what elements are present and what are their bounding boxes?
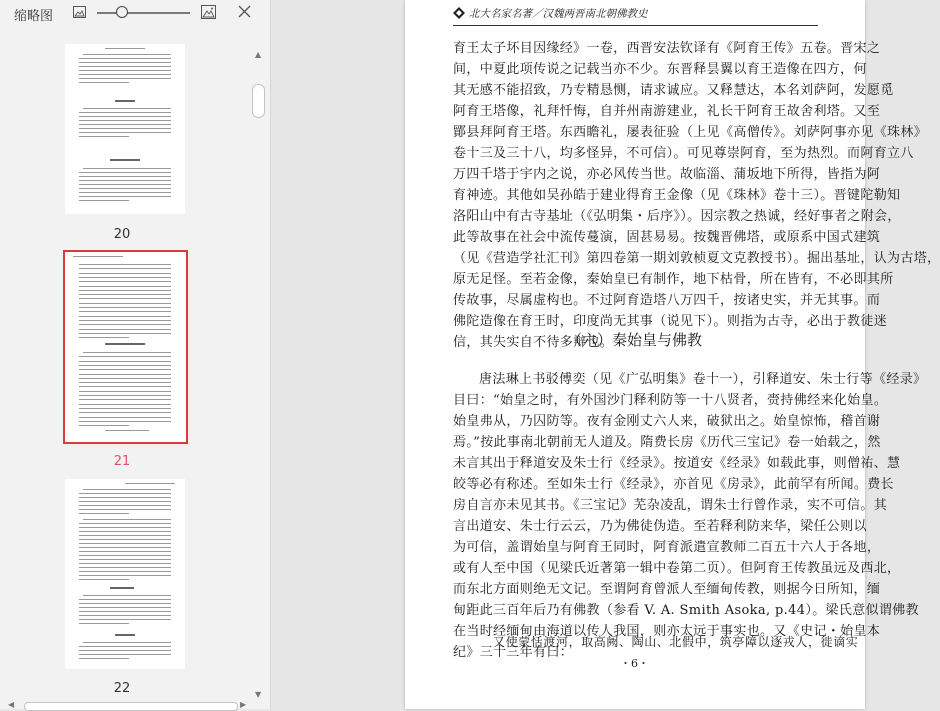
thumbnail-text-line [79,172,171,173]
thumbnail-text-line [79,78,171,79]
thumbnail-text-line [79,509,171,510]
header-rule [453,25,818,26]
thumbnail-text-line [79,599,171,600]
thumbnail-text-line [79,575,171,576]
thumbnail-text-line [79,273,171,274]
thumbnail-text-line [105,343,145,345]
text-line: 间，中夏此项传说之记载当亦不少。东晋释昙翼以育王造像在四方，何 [453,62,867,77]
page-thumbnail[interactable] [65,44,185,214]
thumbnail-text-line [79,320,171,321]
thumbnail-text-line [79,277,171,278]
thumbnail-text-line [79,361,171,362]
text-line: 焉。”按此事南北朝前无人道及。隋费长房《历代三宝记》卷一始载之，然 [453,435,881,450]
thumbnail-text-line [79,650,171,651]
thumbnail-text-line [79,200,129,201]
thumbnail-text-line [79,132,171,133]
text-line: 皎等必有称述。至如朱士行《经录》，亦首见《房录》，此前罕有所闻。费长 [453,477,894,492]
thumbnail-text-line [79,408,171,409]
thumbnail-text-line [115,100,135,102]
horizontal-scrollbar-thumb[interactable] [24,702,238,711]
thumbnail-text-line [79,386,171,387]
thumbnail-text-line [79,311,171,312]
thumbnail-text-line [79,120,171,121]
text-line: 其无感不能招致，乃专精恳恻，请求诚应。又释慧达，本名刘萨阿，发愿觅 [453,83,894,98]
thumbnail-text-line [79,196,171,197]
thumbnail-text-line [79,136,129,137]
text-line: 在当时经缅甸由海道以传人我国，则亦太远于事实也。又《史记・始皇本 [453,624,881,639]
thumbnail-text-line [79,329,171,330]
thumbnail-text-line [79,286,171,287]
vertical-scrollbar-thumb[interactable] [252,84,265,118]
paragraph-1 [453,38,940,353]
thumbnail-text-line [79,184,171,185]
zoom-in-image-icon[interactable] [201,5,216,22]
thumbnail-text-line [79,192,171,193]
thumbnail-text-line [79,382,171,383]
text-line: 信，其失实自不待多辩也。 [453,335,614,350]
text-line: 为可信，盖谓始皇与阿育王同时，阿育派遣宣教师二百五十六人于各地， [453,540,881,555]
thumbnail-text-line [79,62,171,63]
text-line: 洛阳山中有古寺基址（《弘明集・后序》）。因宗教之热诚，经好事者之附会， [453,209,901,224]
thumbnail-text-line [83,352,171,353]
thumbnail-text-line [79,264,171,265]
scroll-down-arrow[interactable]: ▼ [255,690,262,699]
thumbnail-text-line [83,642,171,643]
thumbnail-text-line [79,188,171,189]
page-number: ・6・ [620,657,649,670]
thumbnail-text-line [79,412,171,413]
thumbnail-text-line [79,391,171,392]
thumbnail-text-line [83,168,171,169]
thumbnail-text-line [79,421,171,422]
text-line: 或有人至中国（见梁氏近著第一辑中卷第二页）。但阿育王传教虽远及西北， [453,561,901,576]
thumbnail-text-line [79,337,129,338]
thumbnail-text-line [79,290,171,291]
thumbnail-text-line [79,615,171,616]
thumbnail-text-line [79,298,171,299]
thumbnail-text-line [79,425,129,426]
thumbnail-text-line [83,54,171,55]
text-line: 传故事，尽属虚构也。不过阿育造塔八万四千，按诸史实，并无其事。而 [453,293,881,308]
thumbnail-text-line [79,333,171,334]
thumbnail-text-line [79,303,171,304]
thumbnail-text-line [79,268,171,269]
scroll-left-arrow[interactable]: ◀ [8,700,15,709]
thumbnail-text-line [79,611,171,612]
thumbnail-text-line [79,527,171,528]
thumbnail-text-line [79,82,129,83]
zoom-out-image-icon[interactable] [73,6,86,21]
paragraph-2 [453,369,927,663]
thumbnail-text-line [79,559,171,560]
text-line: 育王太子坏目因缘经》一卷，西晋安法钦译有《阿育王传》五卷。晋宋之 [453,41,881,56]
thumbnail-text-line [79,395,171,396]
thumbnail-text-line [79,417,171,418]
thumbnail-text-line [79,404,171,405]
text-line: 阿育王塔像，礼拜忏悔，自并州南游建业，礼长干阿育王故舍利塔。又至 [453,104,881,119]
zoom-slider-handle[interactable] [116,6,128,18]
thumbnail-text-line [79,70,171,71]
thumbnail-text-line [79,58,171,59]
thumbnail-text-line [79,324,171,325]
thumbnail-text-line [79,619,171,620]
text-line: 万四千塔于宇内之说，亦必风传当世。故临淄、蒲坂地下所得，皆指为阿 [453,167,881,182]
thumbnail-text-line [79,493,171,494]
thumbnail-text-line [79,281,171,282]
thumbnail-text-line [79,116,171,117]
thumbnail-text-line [79,567,171,568]
close-icon[interactable] [238,5,251,21]
block-quote [453,632,859,653]
thumbnail-text-line [79,623,129,624]
thumbnail-text-line [79,369,171,370]
thumbnail-text-line [79,124,171,125]
thumbnail-text-line [83,595,171,596]
thumbnail-text-line [79,523,171,524]
thumbnail-text-line [79,374,171,375]
scroll-up-arrow[interactable]: ▲ [255,50,262,59]
text-line: 纪》三十三年有曰： [453,645,574,660]
thumbnail-text-line [79,535,171,536]
text-line: （见《营造学社汇刊》第四卷第一期刘敦桢夏文克教授书）。掘出基址，认为古塔， [453,251,940,266]
thumbnail-text-line [79,505,171,506]
page-thumbnail-selected[interactable] [65,252,186,442]
thumbnail-text-line [79,607,171,608]
thumbnail-text-line [79,497,171,498]
thumbnail-text-line [79,646,171,647]
thumbnail-text-line [79,294,171,295]
thumbnail-text-line [79,513,129,514]
quote-line: 又使蒙恬渡河，取高阙、陶山、北假中，筑亭障以逐戎人，徙谪实 [493,635,859,649]
page-thumbnail-label: 22 [113,681,131,696]
page-thumbnail[interactable] [65,479,185,669]
text-line: 房自言亦未见其书。《三宝记》芜杂凌乱，谓朱士行曾作录，实不可信。其 [453,498,888,513]
thumbnail-text-line [79,571,171,572]
thumbnail-text-line [79,551,171,552]
thumbnail-text-line [79,180,171,181]
text-line: 始皇弗从，乃囚防等。夜有金刚丈六人来，破狱出之。始皇惊怖，稽首谢 [453,414,881,429]
thumbnail-text-line [83,108,171,109]
running-header-text: 北大名家名著／汉魏两晋南北朝佛教史 [469,8,648,20]
thumbnail-text-line [79,539,171,540]
thumbnail-text-line [79,356,171,357]
zoom-slider-track[interactable] [97,12,190,14]
section-heading: （六）秦始皇与佛教 [566,331,702,349]
thumbnail-text-line [79,531,171,532]
thumbnail-text-line [79,176,171,177]
thumbnail-text-line [110,587,134,589]
thumbnail-text-line [79,316,171,317]
thumbnail-text-line [79,563,171,564]
thumbnail-text-line [79,74,171,75]
thumbnail-text-line [79,579,129,580]
text-line: 甸距此三百年后乃有佛教（参看 V. A. Smith Asoka, p.44）。梁氏意似谓佛教 [453,603,920,618]
document-page [405,0,940,709]
thumbnail-text-line [83,519,171,520]
thumbnail-text-line [79,378,171,379]
thumbnail-text-line [79,555,171,556]
thumbnail-text-line [83,489,171,490]
thumbnail-text-line [79,501,171,502]
text-line: 此等故事在社会中流传蔓演，固甚易易。按魏晋佛塔，或原系中国式建筑 [453,230,881,245]
text-line: 未言其出于释道安及朱士行《经录》。按道安《经录》如载此事，则僧祐、慧 [453,456,901,471]
running-header [453,6,648,21]
text-line: 卷十三及三十八，均多怪异，不可信）。可见尊崇阿育，至为热烈。而阿育立八 [453,146,914,161]
thumbnail-text-line [79,543,171,544]
page-thumbnail-label: 20 [113,227,131,242]
text-line: 目曰：“始皇之时，有外国沙门释利防等一十八贤者，赍持佛经来化始皇。 [453,393,888,408]
thumbnail-text-line [105,48,145,49]
text-line: 原无足怪。至若金像，秦始皇已有制作，地下枯骨，所在皆有，不必即其所 [453,272,894,287]
thumbnail-text-line [125,483,175,484]
text-line: 言出道安、朱士行云云，乃为佛徒伪造。至若释利防来华，梁任公则以 [453,519,867,534]
panel-title: 缩略图 [14,9,54,24]
text-line: 育神迹。其他如吴孙皓于建业得育王金像（见《珠林》卷十三）。晋键陀勒知 [453,188,901,203]
thumbnail-text-line [79,654,171,655]
thumbnail-panel-header [0,0,270,30]
thumbnail-text-line [79,547,171,548]
thumbnail-text-line [79,307,171,308]
thumbnail-text-line [79,399,171,400]
thumbnail-text-line [79,603,171,604]
thumbnail-text-line [105,430,149,431]
thumbnail-text-line [79,128,171,129]
thumbnail-text-line [115,634,135,636]
thumbnail-text-line [79,365,171,366]
thumbnail-text-line [79,658,129,659]
scroll-right-arrow[interactable]: ▶ [240,700,247,709]
thumbnail-panel [0,0,271,709]
text-line: 佛陀造像在育王时，印度尚无其事（说见下）。则指为古寺，必出于教徒迷 [453,314,888,329]
page-thumbnail-label: 21 [113,454,131,469]
text-line: 唐法琳上书驳傅奕（见《广弘明集》卷十一），引释道安、朱士行等《经录》 [479,372,927,387]
thumbnail-text-line [73,256,123,257]
publisher-logo-icon [453,7,465,19]
thumbnail-text-line [79,112,171,113]
text-line: 而东北方面则绝无文记。至谓阿育曾派人至缅甸传教，则据今日所知，缅 [453,582,881,597]
thumbnail-text-line [79,66,171,67]
text-line: 鄮县拜阿育王塔。东西瞻礼，屡表征验（上见《高僧传》。刘萨阿事亦见《珠林》 [453,125,928,140]
thumbnail-text-line [110,159,140,161]
